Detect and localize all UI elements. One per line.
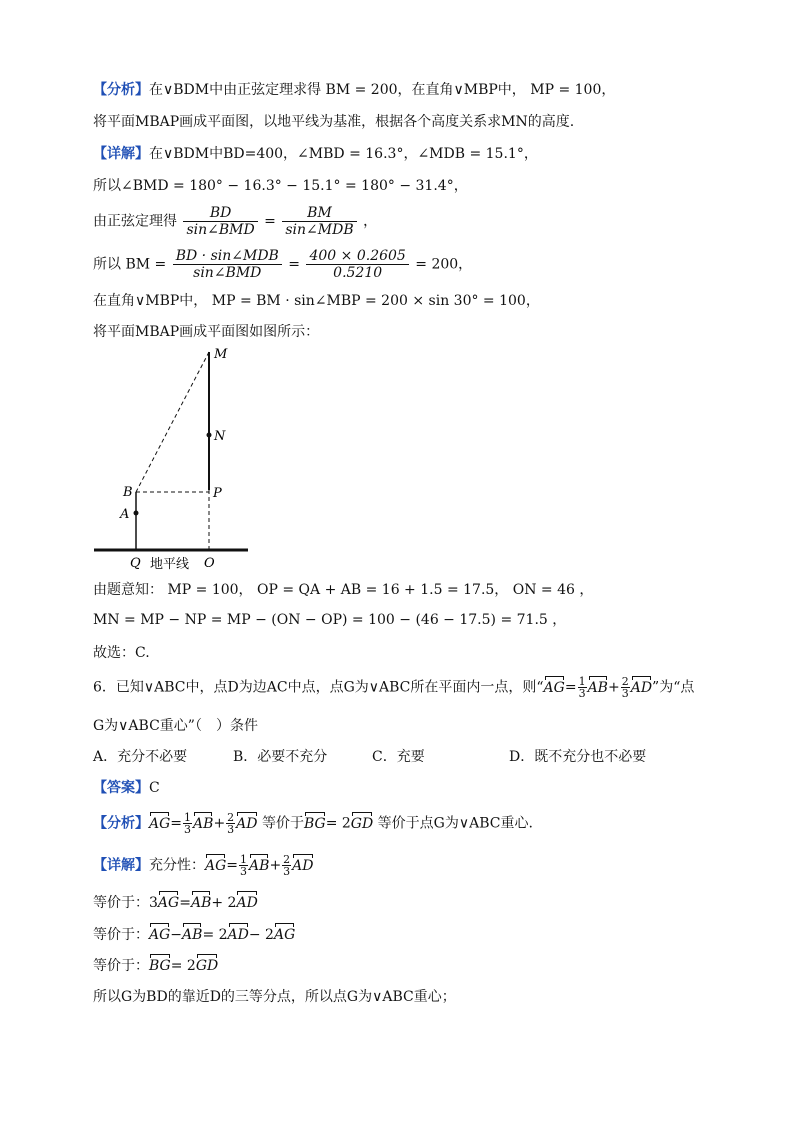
fraction-two-thirds: $\frac{2}{3}$ bbox=[621, 675, 629, 700]
answer-line bbox=[93, 778, 160, 798]
bm-prefix: 所以 BM = bbox=[93, 256, 167, 273]
fraction-numeric: $\frac{400 \times 0.2605}{0.5210}$ bbox=[306, 248, 408, 281]
fraction-one-third: $\frac{1}{3}$ bbox=[578, 675, 586, 700]
label-p: P bbox=[213, 486, 222, 501]
label-n: N bbox=[214, 429, 226, 444]
detail-line-1 bbox=[93, 144, 538, 164]
label-q: Q bbox=[130, 556, 141, 571]
q6-stem-line-2: G为∨ABC重心”（ ）条件 bbox=[93, 718, 258, 734]
option-a: A．充分不必要 bbox=[93, 749, 188, 765]
analysis-line-2: 将平面MBAP画成平面图，以地平线为基准，根据各个高度关系求MN的高度. bbox=[93, 114, 575, 130]
vector-bg: BG bbox=[303, 815, 326, 832]
option-d: D．既不充分也不必要 bbox=[509, 749, 647, 765]
q6-analysis-tag: 【分析】 bbox=[93, 815, 149, 832]
fraction-bd-over-sinbmd: $\frac{BD}{\text{sin∠BMD}}$ bbox=[183, 205, 257, 238]
answer-tag: 【答案】 bbox=[93, 780, 149, 796]
fraction-bm-over-sinmdb: $\frac{BM}{\text{sin∠MDB}}$ bbox=[282, 205, 356, 238]
analysis-line-1 bbox=[93, 80, 615, 100]
equiv-line-3: 等价于：BG= 2GD bbox=[93, 958, 219, 974]
detail-text-1: 在∨BDM中BD=400，∠MBD = 16.3°，∠MDB = 15.1°， bbox=[149, 146, 538, 162]
vector-ab: AB bbox=[587, 679, 608, 696]
choice-line: 故选：C. bbox=[93, 645, 150, 661]
known-line-1: 由题意知： MP = 100， OP = QA + AB = 16 + 1.5 = 17.5， ON = 46 ， bbox=[93, 582, 594, 598]
answer-value: C bbox=[149, 780, 160, 796]
fraction-bd-sinmdb: $\frac{\text{BD · sin∠MDB}}{\text{sin∠BMD}}$ bbox=[173, 248, 282, 281]
detail-line-2: 所以∠BMD = 180° − 16.3° − 15.1° = 180° − 31.4°， bbox=[93, 178, 468, 194]
segment-mb bbox=[136, 352, 209, 492]
geometry-figure bbox=[90, 340, 260, 575]
detail-line-6: 将平面MBAP画成平面图如图所示： bbox=[93, 324, 320, 340]
analysis-tag: 【分析】 bbox=[93, 82, 149, 98]
detail-line-5: 在直角∨MBP中， MP = BM · sin∠MBP = 200 × sin 30° = 100， bbox=[93, 293, 540, 309]
q6-detail-line: 【详解】充分性：AG= $\frac{1}{3}$ AB+ $\frac{2}{3}$ AD bbox=[93, 853, 314, 878]
detail-tag: 【详解】 bbox=[93, 146, 149, 162]
detail-line-3: 由正弦定理得 $\frac{BD}{\text{sin∠BMD}}$ = $\frac{BM}{\text{sin∠MDB}}$ ， bbox=[93, 205, 378, 238]
label-b: B bbox=[123, 485, 133, 500]
label-a: A bbox=[120, 507, 130, 522]
vector-ad: AD bbox=[630, 679, 653, 696]
analysis-text: 在∨BDM中由正弦定理求得 BM = 200，在直角∨MBP中， MP = 100， bbox=[149, 82, 616, 98]
conclusion-line: 所以G为BD的靠近D的三等分点，所以点G为∨ABC重心； bbox=[93, 989, 456, 1005]
known-line-2: MN = MP − NP = MP − (ON − OP) = 100 − (46 − 17.5) = 71.5 ， bbox=[93, 612, 567, 628]
option-b: B．必要不充分 bbox=[233, 749, 328, 765]
option-c: C．充要 bbox=[372, 749, 425, 765]
equiv-line-2: 等价于：AG−AB= 2AD− 2AG bbox=[93, 927, 296, 943]
q6-analysis-line: 【分析】AG= $\frac{1}{3}$ AB+ $\frac{2}{3}$ AD 等价于BG= 2GD 等价于点G为∨ABC重心. bbox=[93, 811, 533, 836]
equiv-line-1: 等价于：3AG=AB+ 2AD bbox=[93, 895, 258, 911]
ground-label: 地平线 bbox=[150, 557, 190, 572]
point-n bbox=[207, 433, 212, 438]
q6-stem-line-1: 6．已知∨ABC中，点D为边AC中点，点G为∨ABC所在平面内一点，则“AG= $\frac{1}{3}$ AB+ $\frac{2}{3}$ AD”为“点 bbox=[93, 675, 695, 700]
vector-gd: GD bbox=[350, 815, 374, 832]
label-m: M bbox=[214, 347, 228, 362]
point-a bbox=[134, 511, 139, 516]
vector-ag: AG bbox=[543, 679, 565, 696]
sine-law-prefix: 由正弦定理得 bbox=[93, 213, 177, 230]
q6-detail-tag: 【详解】 bbox=[93, 857, 149, 874]
detail-line-4: 所以 BM = $\frac{\text{BD · sin∠MDB}}{\text{sin∠BMD}}$ = $\frac{400 \times 0.2605}{0.5210}$ = 200， bbox=[93, 248, 473, 281]
label-o: O bbox=[204, 556, 215, 571]
